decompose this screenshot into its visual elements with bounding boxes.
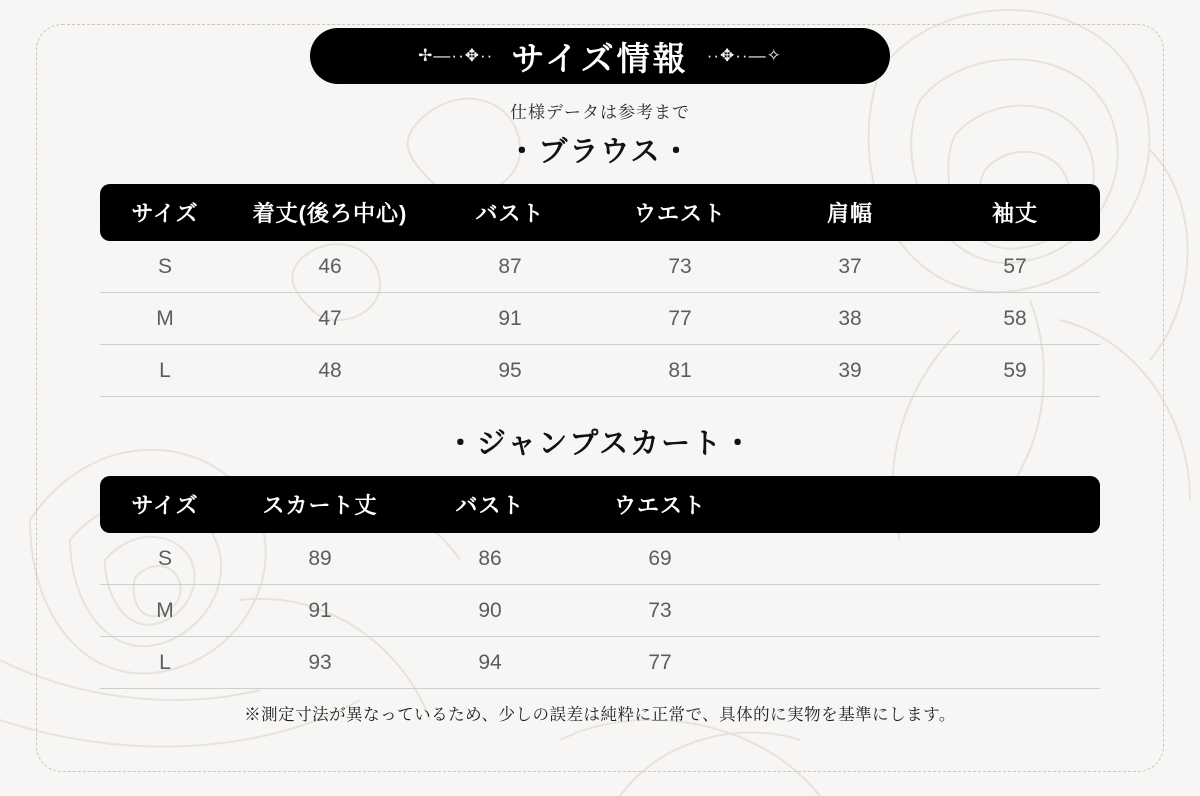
column-header: バスト (455, 493, 525, 518)
cell-bust: 94 (410, 637, 570, 689)
cell-empty (750, 533, 1100, 585)
ornament-left-icon: ✢—··✥·· (418, 46, 494, 65)
cell-size: S (100, 533, 230, 585)
cell-skirt-length: 93 (230, 637, 410, 689)
cell-waist: 73 (590, 241, 770, 293)
cell-bust: 90 (410, 585, 570, 637)
skirt-size-table-block (100, 476, 1100, 689)
title-pill-wrapper (100, 0, 1100, 84)
cell-bust: 95 (430, 345, 590, 397)
cell-shoulder: 38 (770, 293, 930, 345)
cell-length: 47 (230, 293, 430, 345)
column-header: サイズ (131, 201, 199, 226)
cell-waist: 77 (570, 637, 750, 689)
table-row (100, 345, 1100, 397)
cell-bust: 87 (430, 241, 590, 293)
cell-sleeve: 59 (930, 345, 1100, 397)
cell-bust: 91 (430, 293, 590, 345)
cell-length: 46 (230, 241, 430, 293)
table-row (100, 293, 1100, 345)
cell-shoulder: 37 (770, 241, 930, 293)
table-row (100, 241, 1100, 293)
cell-empty (750, 585, 1100, 637)
column-header: ウエスト (613, 493, 706, 518)
cell-size: S (100, 241, 230, 293)
column-header: サイズ (131, 493, 199, 518)
table-row (100, 533, 1100, 585)
table-row (100, 637, 1100, 689)
blouse-section-heading: ・ブラウス・ (507, 136, 693, 168)
blouse-size-table (100, 184, 1100, 397)
blouse-size-table-block (100, 184, 1100, 397)
column-header: バスト (475, 201, 545, 226)
cell-waist: 69 (570, 533, 750, 585)
cell-length: 48 (230, 345, 430, 397)
cell-empty (750, 637, 1100, 689)
table-header-row (100, 476, 1100, 533)
skirt-section-heading: ・ジャンプスカート・ (445, 428, 755, 460)
cell-sleeve: 58 (930, 293, 1100, 345)
column-header: 着丈(後ろ中心) (252, 201, 408, 226)
cell-skirt-length: 91 (230, 585, 410, 637)
column-header: スカート丈 (262, 493, 378, 518)
cell-bust: 86 (410, 533, 570, 585)
column-header-spacer (750, 476, 1100, 533)
cell-skirt-length: 89 (230, 533, 410, 585)
cell-size: M (100, 585, 230, 637)
cell-size: M (100, 293, 230, 345)
measurement-note: ※測定寸法が異なっているため、少しの誤差は純粋に正常で、具体的に実物を基準にします。 (244, 706, 956, 724)
cell-size: L (100, 637, 230, 689)
skirt-size-table (100, 476, 1100, 689)
ornament-right-icon: ··✥··—✧ (706, 46, 782, 65)
cell-size: L (100, 345, 230, 397)
table-row (100, 585, 1100, 637)
cell-sleeve: 57 (930, 241, 1100, 293)
page-title-pill (310, 28, 890, 84)
table-header-row (100, 184, 1100, 241)
cell-waist: 77 (590, 293, 770, 345)
cell-waist: 81 (590, 345, 770, 397)
cell-shoulder: 39 (770, 345, 930, 397)
column-header: 肩幅 (826, 201, 873, 226)
column-header: 袖丈 (991, 201, 1038, 226)
column-header: ウエスト (633, 201, 726, 226)
page-title: サイズ情報 (511, 39, 689, 77)
subtitle: 仕様データは参考まで (510, 103, 690, 122)
cell-waist: 73 (570, 585, 750, 637)
